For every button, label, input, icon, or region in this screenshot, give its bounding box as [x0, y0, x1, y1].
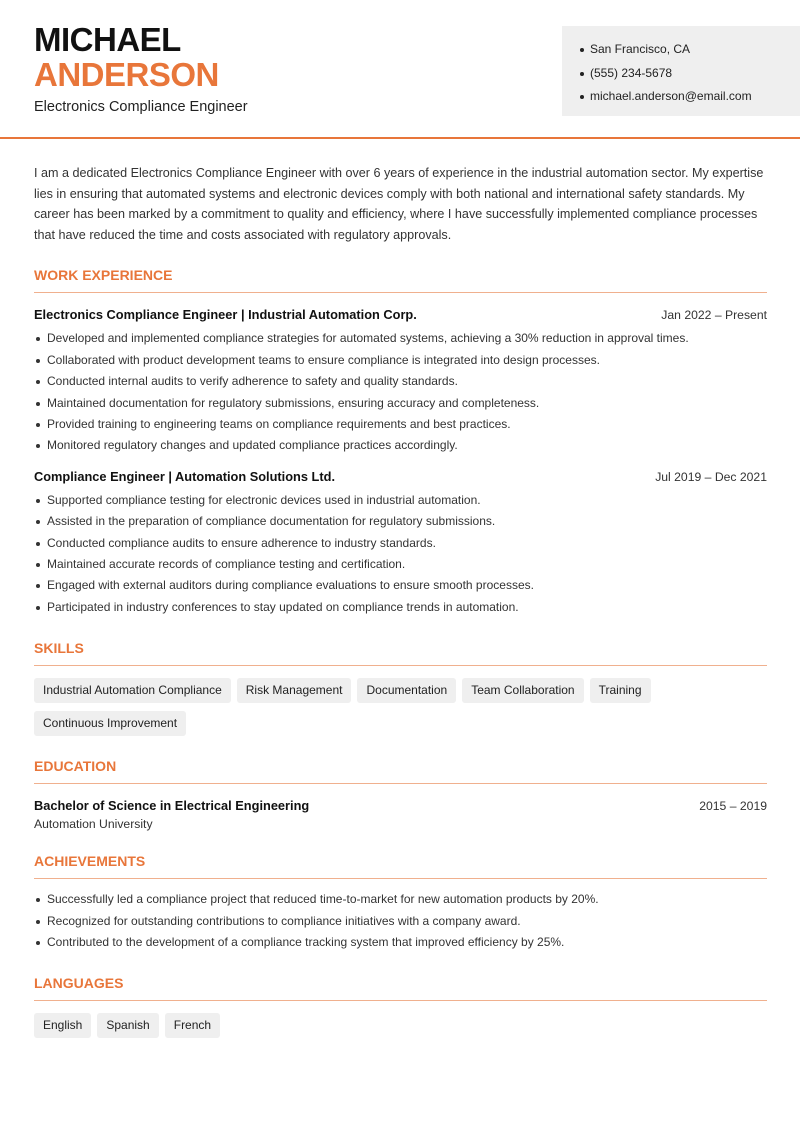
skill-chip: Industrial Automation Compliance — [34, 678, 231, 703]
language-chip: Spanish — [97, 1013, 158, 1038]
degree: Bachelor of Science in Electrical Engineering — [34, 798, 310, 814]
education-section — [34, 758, 767, 831]
skills-section — [34, 640, 767, 736]
job-entry-1-header — [34, 307, 767, 322]
list-item: Successfully led a compliance project that reduced time-to-market for new automation products by 20%. — [34, 889, 767, 910]
job-1-bullets — [34, 328, 767, 456]
list-item: Maintained documentation for regulatory submissions, ensuring accuracy and completeness. — [34, 393, 767, 414]
skill-chip: Continuous Improvement — [34, 711, 186, 736]
list-item: Conducted compliance audits to ensure adherence to industry standards. — [34, 533, 767, 554]
section-title-languages: LANGUAGES — [34, 975, 767, 1001]
section-title-achievements: ACHIEVEMENTS — [34, 853, 767, 879]
section-title-work: WORK EXPERIENCE — [34, 267, 767, 293]
contact-box — [562, 26, 800, 116]
list-item: Recognized for outstanding contributions to compliance initiatives with a company award. — [34, 911, 767, 932]
full-name — [34, 22, 219, 92]
contact-location: San Francisco, CA — [580, 38, 800, 62]
skill-chip: Documentation — [357, 678, 456, 703]
job-title-heading: Electronics Compliance Engineer — [34, 99, 248, 115]
education-dates: 2015 – 2019 — [699, 799, 767, 814]
list-item: Assisted in the preparation of compliance documentation for regulatory submissions. — [34, 511, 767, 532]
school: Automation University — [34, 817, 153, 832]
list-item: Participated in industry conferences to stay updated on compliance trends in automation. — [34, 597, 767, 618]
list-item: Provided training to engineering teams on compliance requirements and best practices. — [34, 414, 767, 435]
list-item: Supported compliance testing for electronic devices used in industrial automation. — [34, 490, 767, 511]
resume-body — [34, 163, 767, 1038]
job-entry-2-header — [34, 469, 767, 484]
skill-chip: Team Collaboration — [462, 678, 583, 703]
section-title-education: EDUCATION — [34, 758, 767, 784]
job-dates: Jul 2019 – Dec 2021 — [655, 469, 767, 484]
job-dates: Jan 2022 – Present — [661, 308, 767, 323]
list-item: Contributed to the development of a compliance tracking system that improved efficiency by 25%. — [34, 932, 767, 953]
list-item: Conducted internal audits to verify adherence to safety and quality standards. — [34, 371, 767, 392]
job-2-bullets — [34, 490, 767, 618]
contact-phone: (555) 234-5678 — [580, 62, 800, 86]
language-chip: French — [165, 1013, 220, 1038]
skills-list — [34, 678, 674, 736]
list-item: Monitored regulatory changes and updated compliance practices accordingly. — [34, 435, 767, 456]
achievements-section — [34, 853, 767, 953]
list-item: Maintained accurate records of compliance testing and certification. — [34, 554, 767, 575]
list-item: Collaborated with product development teams to ensure compliance is integrated into design processes. — [34, 350, 767, 371]
job-title: Electronics Compliance Engineer | Industrial Automation Corp. — [34, 307, 417, 323]
languages-list — [34, 1013, 674, 1038]
languages-section — [34, 975, 767, 1038]
summary: I am a dedicated Electronics Compliance Engineer with over 6 years of experience in the industrial automation sector. My expertise lies in ensuring that automated systems and electronic devices comply with both national and international safety standards. My career has been marked by a commitment to quality and efficiency, where I have successfully implemented compliance processes that have reduced the time and costs associated with regulatory approvals. — [34, 166, 764, 242]
section-title-skills: SKILLS — [34, 640, 767, 666]
skill-chip: Training — [590, 678, 651, 703]
last-name: ANDERSON — [34, 56, 219, 93]
resume-header — [0, 0, 800, 139]
list-item: Developed and implemented compliance strategies for automated systems, achieving a 30% reduction in approval times. — [34, 328, 767, 349]
first-name: MICHAEL — [34, 21, 181, 58]
contact-email: michael.anderson@email.com — [580, 85, 800, 109]
work-experience-section — [34, 267, 767, 618]
achievements-list — [34, 889, 767, 953]
education-entry-header — [34, 798, 767, 813]
skill-chip: Risk Management — [237, 678, 352, 703]
job-title: Compliance Engineer | Automation Solutions Ltd. — [34, 468, 335, 484]
list-item: Engaged with external auditors during compliance evaluations to ensure smooth processes. — [34, 575, 767, 596]
language-chip: English — [34, 1013, 91, 1038]
